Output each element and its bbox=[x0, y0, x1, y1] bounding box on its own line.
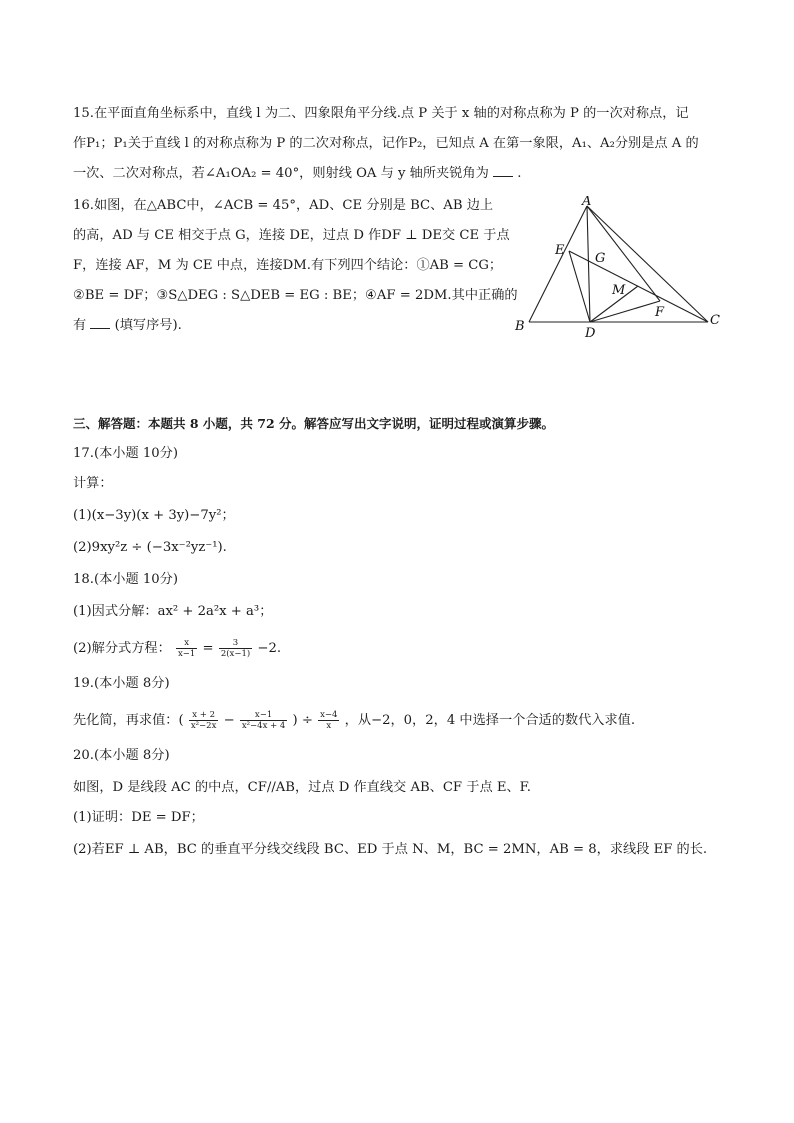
q19-fraction-2 bbox=[240, 710, 287, 731]
q17-part-1: (1)(x−3y)(x + 3y)−7y²； bbox=[73, 508, 235, 523]
label-f: F bbox=[655, 305, 665, 320]
q16-line-5-text: 有 bbox=[73, 318, 87, 333]
q16-line-2: 的高，AD 与 CE 相交于点 G，连接 DE，过点 D 作DF ⊥ DE交 CE 于点 bbox=[73, 228, 510, 243]
q19-body bbox=[73, 706, 635, 736]
q19-fraction-1 bbox=[189, 710, 219, 731]
label-e: E bbox=[555, 243, 565, 258]
q19-fraction-3-num: x−4 bbox=[320, 710, 338, 720]
figure-lines bbox=[529, 206, 708, 322]
q18-part-2-prefix: (2)解分式方程： bbox=[73, 641, 171, 656]
fraction-1-den: x−1 bbox=[178, 649, 196, 659]
answer-blank bbox=[493, 164, 513, 177]
q18-part-2 bbox=[73, 634, 281, 664]
q20-part-1: (1)证明：DE = DF； bbox=[73, 810, 204, 825]
q20-stem: 如图，D 是线段 AC 的中点，CF//AB，过点 D 作直线交 AB、CF 于点 E、F. bbox=[73, 780, 531, 795]
q19-fraction-1-den: x²−2x bbox=[190, 721, 217, 731]
label-m: M bbox=[612, 283, 626, 298]
fraction-1 bbox=[176, 638, 197, 659]
q18-part-2-suffix: −2. bbox=[257, 641, 282, 656]
q15-line-1: 15.在平面直角坐标系中，直线 l 为二、四象限角平分线.点 P 关于 x 轴的对称点称为 P 的一次对称点，记 bbox=[73, 106, 689, 121]
fraction-2-den: 2(x−1) bbox=[220, 649, 251, 659]
minus-sign: − bbox=[223, 713, 235, 728]
q17-header: 17.(本小题 10分) bbox=[73, 446, 178, 461]
label-c: C bbox=[710, 313, 720, 328]
q16-line-4: ②BE = DF；③S△DEG : S△DEB = EG : BE；④AF = 2DM.其中正确的 bbox=[73, 288, 518, 303]
label-a: A bbox=[582, 196, 592, 209]
q19-fraction-2-den: x²−4x + 4 bbox=[241, 721, 286, 731]
q16-line-1: 16.如图，在△ABC中，∠ACB = 45°，AD、CE 分别是 BC、AB 边上 bbox=[73, 198, 494, 213]
q15-line-3 bbox=[73, 164, 521, 184]
q17-part-2: (2)9xy²z ÷ (−3x⁻²yz⁻¹). bbox=[73, 540, 227, 555]
q17-intro: 计算： bbox=[73, 476, 113, 491]
q20-part-2: (2)若EF ⊥ AB，BC 的垂直平分线交线段 BC、ED 于点 N、M，BC = 2MN，AB = 8，求线段 EF 的长. bbox=[73, 842, 708, 857]
label-d: D bbox=[585, 326, 596, 341]
fraction-2-num: 3 bbox=[219, 638, 252, 649]
label-g: G bbox=[595, 251, 606, 266]
q19-fraction-1-num: x + 2 bbox=[189, 710, 219, 721]
section-3-heading: 三、解答题：本题共 8 小题，共 72 分。解答应写出文字说明，证明过程或演算步骤。 bbox=[73, 416, 555, 431]
q15-line-3-end: . bbox=[517, 166, 522, 181]
q19-prefix: 先化简，再求值：( bbox=[73, 713, 184, 728]
q19-fraction-3-den: x bbox=[326, 721, 332, 731]
q16-line-3: F，连接 AF，M 为 CE 中点，连接DM.有下列四个结论：①AB = CG； bbox=[73, 258, 503, 273]
q19-fraction-2-num: x−1 bbox=[240, 710, 287, 721]
q15-line-2: 作P₁；P₁关于直线 l 的对称点称为 P 的二次对称点，记作P₂，已知点 A 在第一象限，A₁、A₂分别是点 A 的 bbox=[73, 136, 699, 151]
q18-part-1: (1)因式分解：ax² + 2a²x + a³； bbox=[73, 604, 273, 619]
q16-line-5-end: (填写序号). bbox=[114, 318, 182, 333]
label-b: B bbox=[515, 319, 525, 334]
q19-fraction-3 bbox=[318, 710, 339, 731]
q18-header: 18.(本小题 10分) bbox=[73, 572, 178, 587]
answer-blank bbox=[90, 316, 110, 329]
q15-line-3-text: 一次、二次对称点，若∠A₁OA₂ = 40°，则射线 OA 与 y 轴所夹锐角为 bbox=[73, 166, 489, 181]
triangle-figure bbox=[510, 196, 725, 341]
q19-header: 19.(本小题 8分) bbox=[73, 676, 170, 691]
q20-header: 20.(本小题 8分) bbox=[73, 748, 170, 763]
q19-suffix: ，从−2，0，2，4 中选择一个合适的数代入求值. bbox=[344, 713, 636, 728]
fraction-2 bbox=[219, 638, 252, 659]
equals-sign: = bbox=[202, 641, 214, 656]
q16-line-5 bbox=[73, 316, 182, 336]
fraction-1-num: x bbox=[176, 638, 197, 649]
divide-sign: ) ÷ bbox=[292, 713, 313, 728]
